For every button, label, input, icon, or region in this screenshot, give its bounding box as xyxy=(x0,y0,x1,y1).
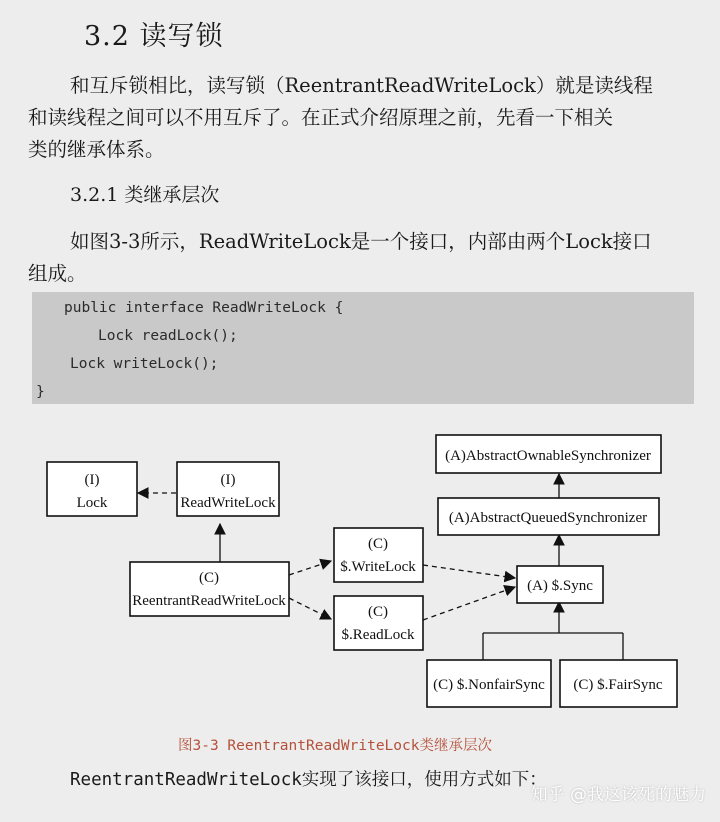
intro-line-1: 和互斥锁相比，读写锁（ReentrantReadWriteLock）就是读线程 xyxy=(70,74,653,97)
readlock-tag: (C) xyxy=(368,604,388,620)
reentrant-name: ReentrantReadWriteLock xyxy=(132,593,286,609)
reentrant-tag: (C) xyxy=(199,570,219,586)
class-hierarchy-diagram xyxy=(40,430,680,720)
arrow-reentrant-to-writelock xyxy=(289,561,331,575)
code-line-1: public interface ReadWriteLock { xyxy=(64,300,344,316)
section-title: 3.2 读写锁 xyxy=(84,21,224,52)
figure-intro-line-2: 组成。 xyxy=(28,262,87,285)
arrow-readlock-to-sync xyxy=(423,587,515,620)
arrow-reentrant-to-readlock xyxy=(289,598,331,619)
nonfairsync-label: (C) $.NonfairSync xyxy=(433,677,545,693)
intro-line-2: 和读线程之间可以不用互斥了。在正式介绍原理之前，先看一下相关 xyxy=(28,106,614,129)
writelock-tag: (C) xyxy=(368,536,388,552)
readwritelock-tag: (I) xyxy=(220,472,236,488)
readlock-name: $.ReadLock xyxy=(341,627,415,643)
watermark: 知乎 @我这该死的魅力 xyxy=(530,785,706,805)
intro-paragraph xyxy=(28,70,700,166)
aos-label: (A)AbstractOwnableSynchronizer xyxy=(445,448,651,464)
lock-name: Lock xyxy=(76,495,108,511)
figure-intro-paragraph xyxy=(28,226,700,290)
figure-intro-line-1: 如图3-3所示，ReadWriteLock是一个接口，内部由两个Lock接口 xyxy=(70,230,652,253)
fairsync-label: (C) $.FairSync xyxy=(573,677,663,693)
aqs-label: (A)AbstractQueuedSynchronizer xyxy=(448,510,648,526)
readwritelock-name: ReadWriteLock xyxy=(180,495,276,511)
writelock-name: $.WriteLock xyxy=(340,559,416,575)
code-block xyxy=(32,292,694,404)
code-line-2: Lock readLock(); xyxy=(98,328,238,344)
subsection-title: 3.2.1 类继承层次 xyxy=(70,184,220,206)
arrow-writelock-to-sync xyxy=(423,565,515,578)
closing-line: ReentrantReadWriteLock实现了该接口，使用方式如下： xyxy=(70,770,547,790)
intro-line-3: 类的继承体系。 xyxy=(28,138,165,161)
figure-caption: 图3-3 ReentrantReadWriteLock类继承层次 xyxy=(178,738,492,754)
sync-label: (A) $.Sync xyxy=(527,578,593,594)
code-line-4: } xyxy=(36,384,45,400)
lock-tag: (I) xyxy=(84,472,100,488)
code-line-3: Lock writeLock(); xyxy=(70,356,219,372)
